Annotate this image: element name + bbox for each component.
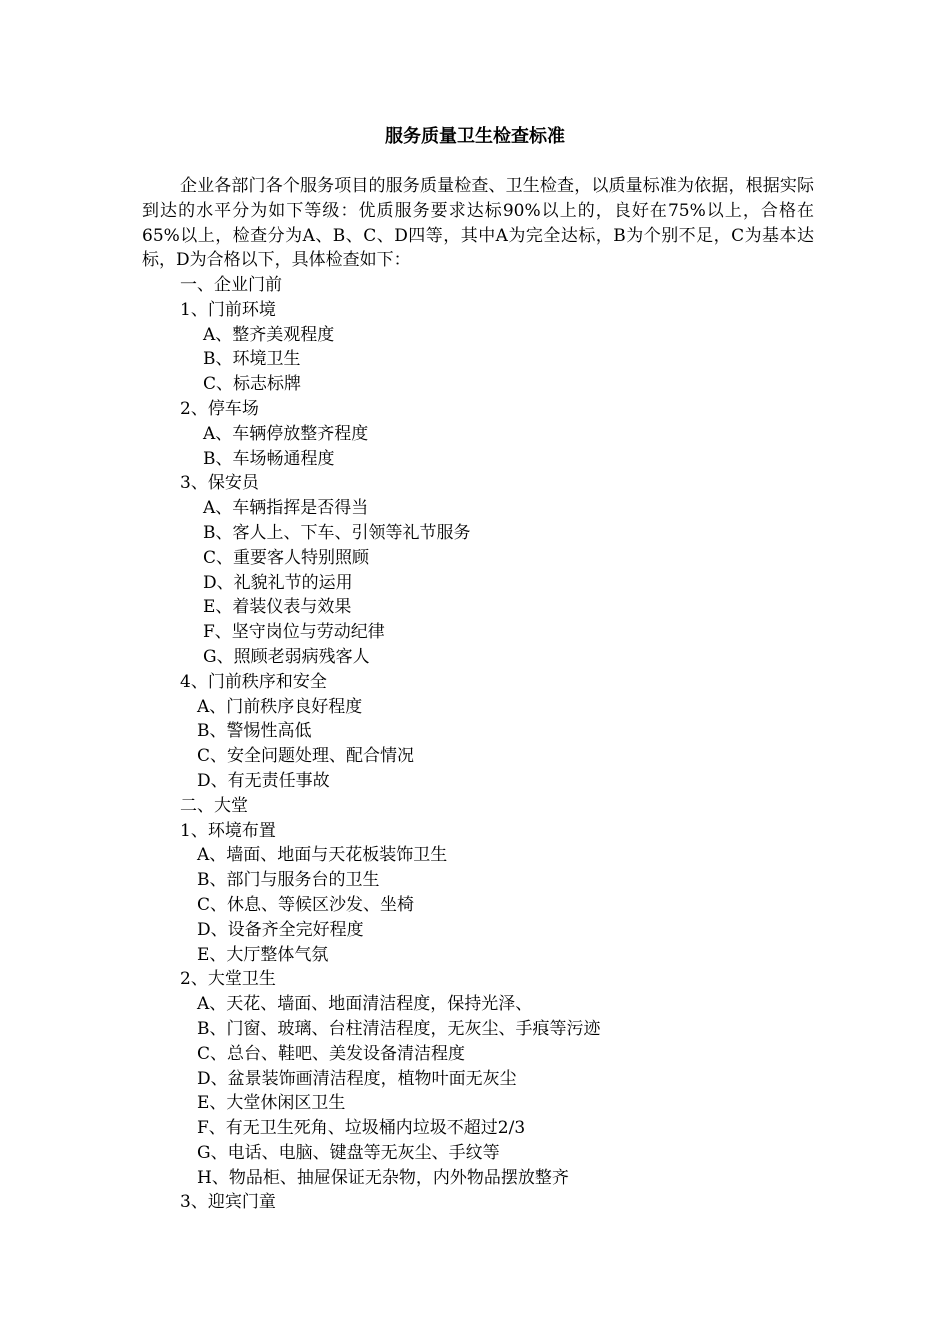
check-item: E、大堂休闲区卫生	[197, 1093, 346, 1114]
check-item: B、门窗、玻璃、台柱清洁程度，无灰尘、手痕等污迹	[197, 1018, 601, 1039]
check-item: G、照顾老弱病残客人	[203, 646, 370, 667]
check-item: C、安全问题处理、配合情况	[197, 746, 415, 767]
group-heading: 4、门前秩序和安全	[180, 671, 327, 692]
check-item: D、设备齐全完好程度	[197, 919, 364, 940]
check-item: D、礼貌礼节的运用	[203, 572, 353, 593]
check-item: A、车辆停放整齐程度	[203, 423, 369, 444]
check-item: C、总台、鞋吧、美发设备清洁程度	[197, 1043, 466, 1064]
check-item: B、部门与服务台的卫生	[197, 870, 380, 891]
checklist-outline	[0, 273, 950, 1215]
check-item: A、天花、墙面、地面清洁程度，保持光泽、	[197, 994, 533, 1015]
intro-paragraph: 企业各部门各个服务项目的服务质量检查、卫生检查，以质量标准为依据，根据实际到达的水平分为如下等级：优质服务要求达标90%以上的，良好在75%以上，合格在65%以上，检查分为A、B、C、D四等，其中A为完全达标，B为个别不足，C为基本达标，D为合格以下，具体检查如下：	[142, 176, 814, 271]
check-item: F、坚守岗位与劳动纪律	[203, 622, 385, 643]
group-heading: 1、门前环境	[180, 299, 276, 320]
check-item: G、电话、电脑、键盘等无灰尘、手纹等	[197, 1142, 500, 1163]
check-item: F、有无卫生死角、垃圾桶内垃圾不超过2/3	[197, 1118, 526, 1139]
section-heading: 二、大堂	[180, 795, 248, 816]
check-item: B、环境卫生	[203, 349, 301, 370]
check-item: A、车辆指挥是否得当	[203, 498, 369, 519]
document-title: 服务质量卫生检查标准	[385, 126, 565, 147]
check-item: A、门前秩序良好程度	[197, 696, 363, 717]
check-item: A、整齐美观程度	[203, 324, 335, 345]
group-heading: 3、迎宾门童	[180, 1192, 276, 1213]
check-item: C、标志标牌	[203, 374, 302, 395]
check-item: E、着装仪表与效果	[203, 597, 352, 618]
check-item: D、盆景装饰画清洁程度，植物叶面无灰尘	[197, 1068, 517, 1089]
check-item: D、有无责任事故	[197, 770, 330, 791]
check-item: E、大厅整体气氛	[197, 944, 329, 965]
check-item: C、重要客人特别照顾	[203, 547, 370, 568]
check-item: B、警惕性高低	[197, 721, 312, 742]
group-heading: 3、保安员	[180, 473, 259, 494]
check-item: B、车场畅通程度	[203, 448, 335, 469]
check-item: B、客人上、下车、引领等礼节服务	[203, 522, 471, 543]
group-heading: 2、大堂卫生	[180, 969, 276, 990]
check-item: A、墙面、地面与天花板装饰卫生	[197, 845, 448, 866]
group-heading: 1、环境布置	[180, 820, 276, 841]
check-item: H、物品柜、抽屉保证无杂物，内外物品摆放整齐	[197, 1167, 569, 1188]
check-item: C、休息、等候区沙发、坐椅	[197, 894, 415, 915]
section-heading: 一、企业门前	[180, 275, 282, 295]
group-heading: 2、停车场	[180, 398, 259, 419]
